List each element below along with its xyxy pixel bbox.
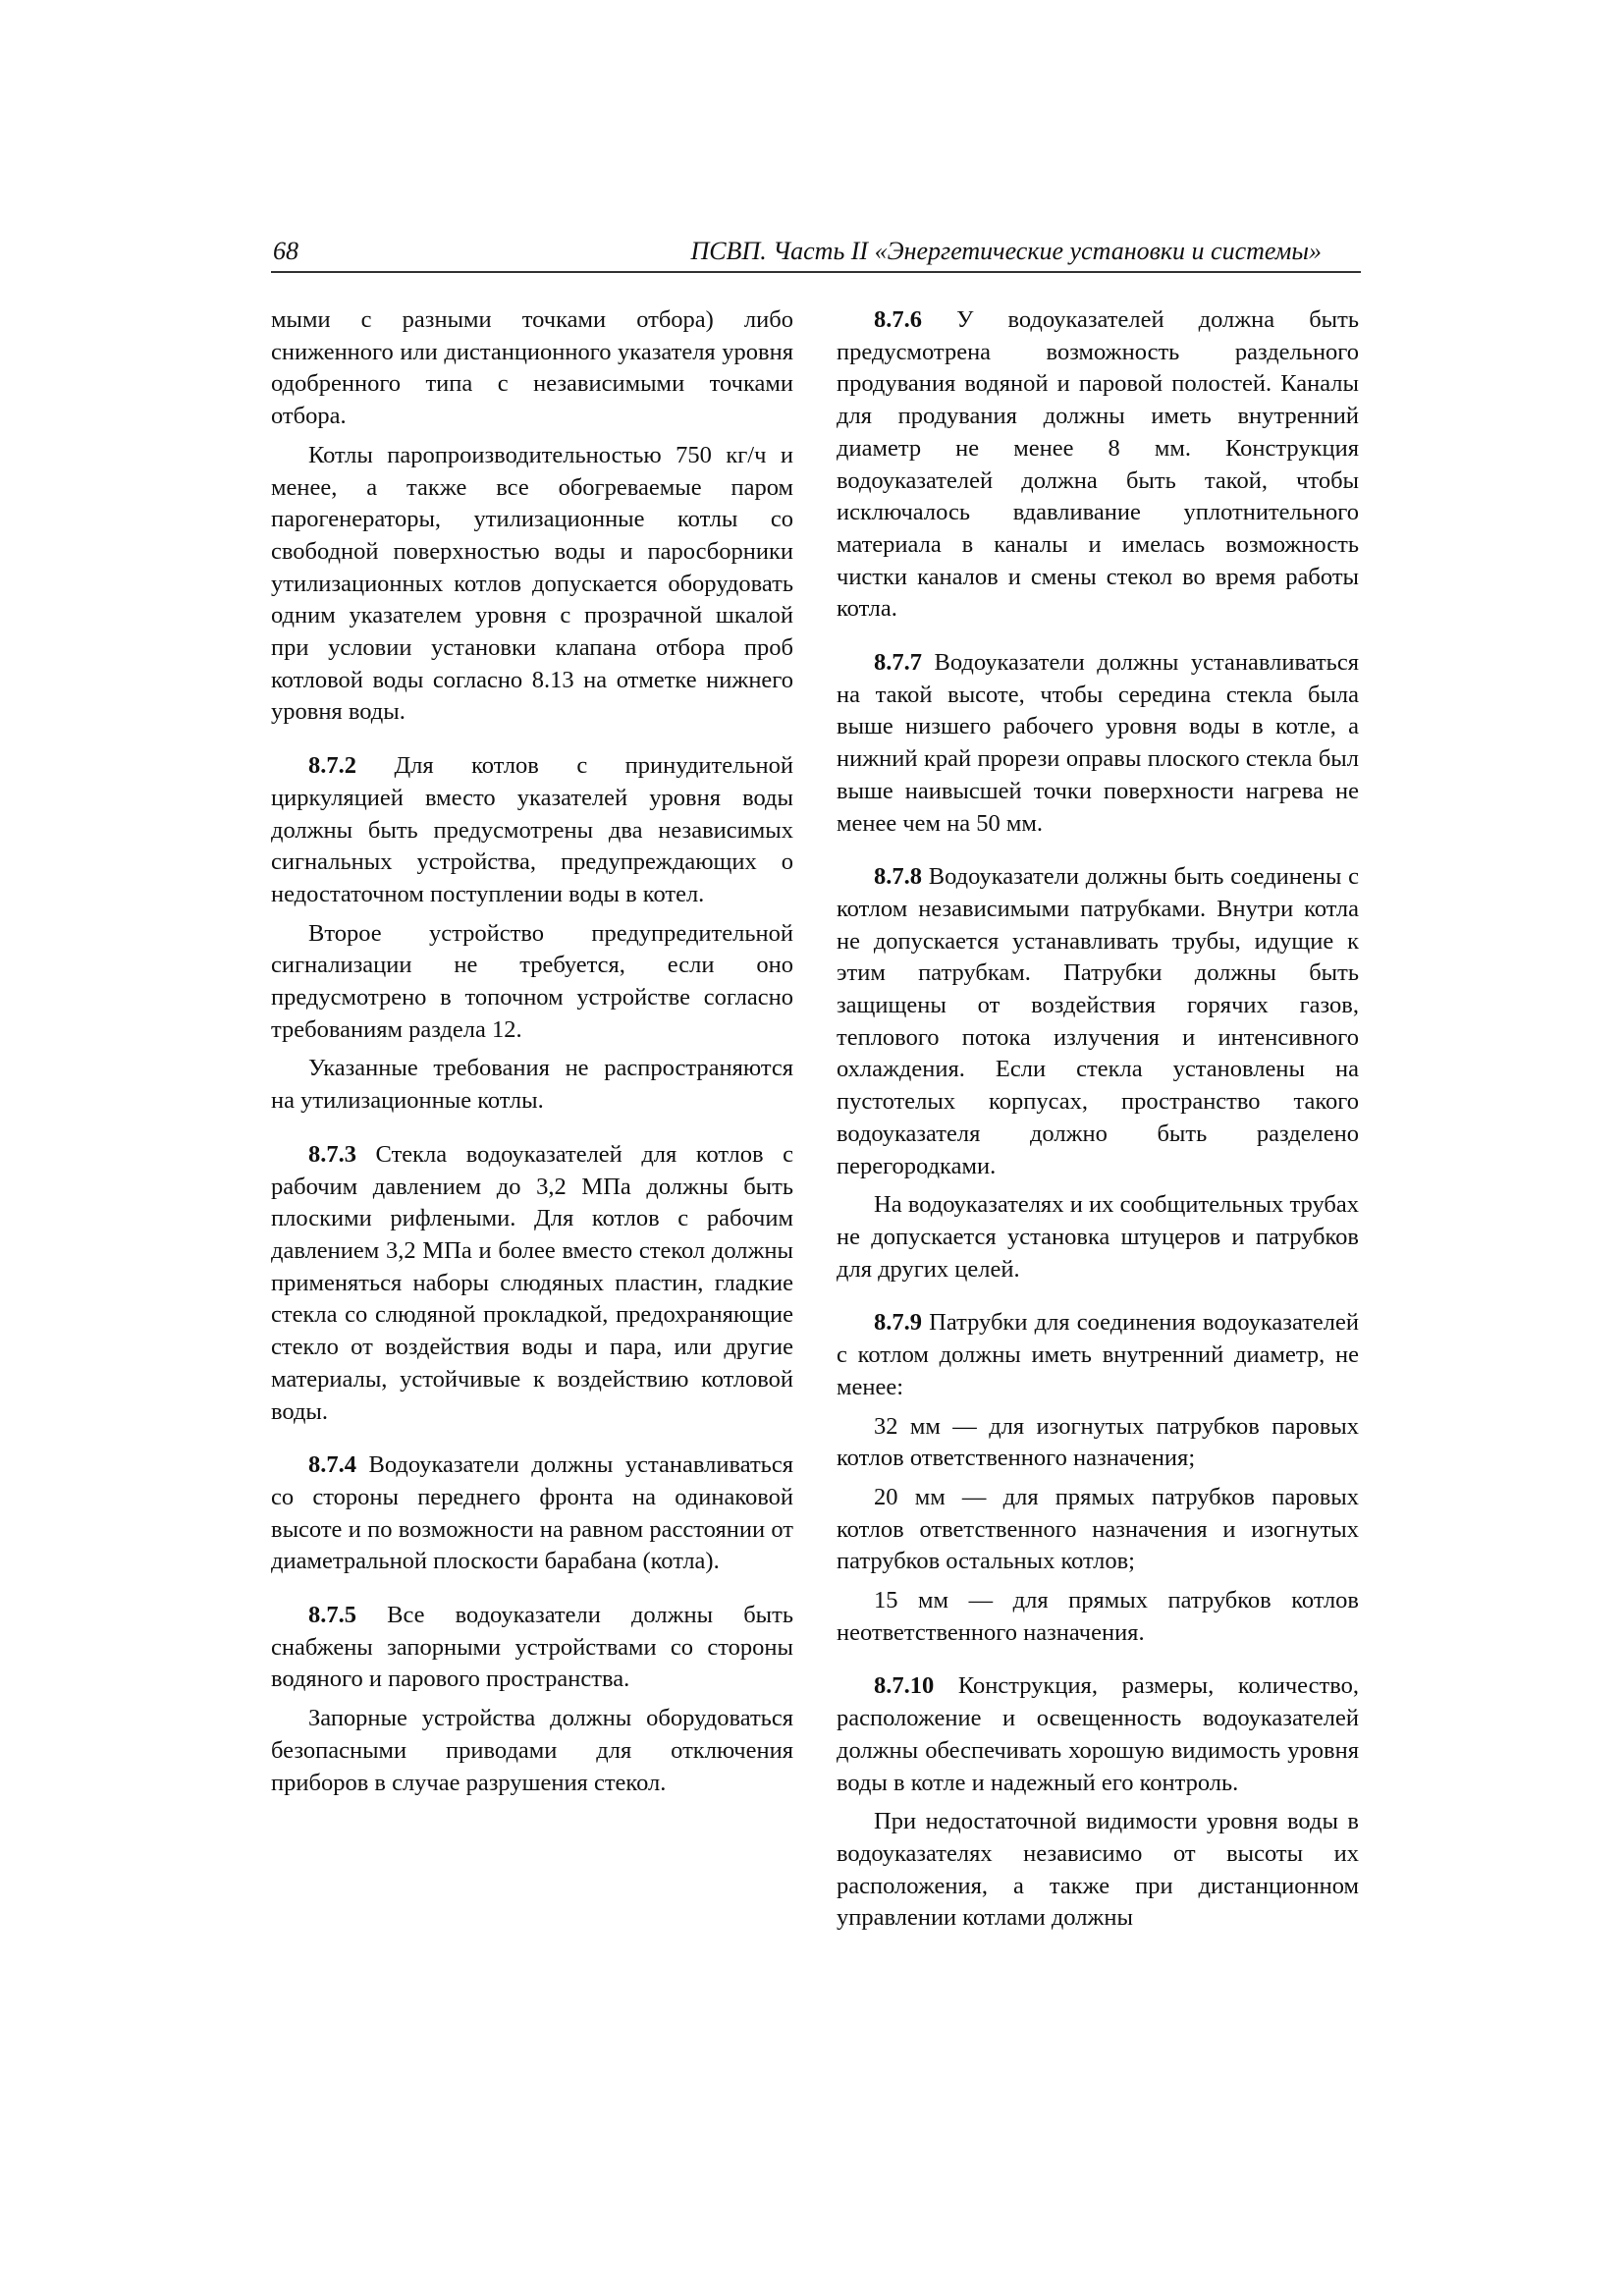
clause-paragraph <box>271 1600 793 1696</box>
paragraph-text: Запорные устройства должны оборудоваться безопасными приводами для отключения приборов в случае разрушения стекол. <box>271 1705 793 1796</box>
clause-paragraph <box>271 1139 793 1428</box>
clause-number: 8.7.10 <box>874 1672 935 1700</box>
paragraph-text: Котлы паропроизводительностью 750 кг/ч и менее, а также все обогреваемые паром парогенераторы, утилизационные котлы со свободной поверхностью воды и паросборники утилизационных котлов допускается оборудовать одним указателем уровня с прозрачной шкалой при условии установки клапана отбора проб котловой воды согласно 8.13 на отметке нижнего уровня воды. <box>271 441 793 726</box>
paragraph <box>271 304 793 433</box>
right-text-column <box>837 304 1359 1935</box>
paragraph-text: При недостаточной видимости уровня воды в водоуказателях независимо от высоты их расположения, а также при дистанционном управлении котлами должны <box>837 1808 1359 1932</box>
paragraph <box>837 1585 1359 1649</box>
clause-paragraph <box>837 861 1359 1182</box>
page-number: 68 <box>273 237 298 265</box>
clause-number: 8.7.6 <box>874 306 922 333</box>
paragraph <box>837 1411 1359 1475</box>
clause-number: 8.7.9 <box>874 1309 922 1337</box>
clause-paragraph <box>837 304 1359 626</box>
paragraph-text: Конструкция, размеры, количество, расположение и освещенность водоуказателей должны обеспечивать хорошую видимость уровня воды в котле и надежный его контроль. <box>837 1672 1359 1796</box>
paragraph-text: Водоуказатели должны устанавливаться на такой высоте, чтобы середина стекла была выше низшего рабочего уровня воды в котле, а нижний край прорези оправы плоского стекла был выше наивысшей точки поверхности нагрева не менее чем на 50 мм. <box>837 649 1359 837</box>
clause-number: 8.7.4 <box>308 1451 356 1479</box>
paragraph-text: Второе устройство предупредительной сигнализации не требуется, если оно предусмотрено в топочном устройстве согласно требованиям раздела 12. <box>271 919 793 1043</box>
paragraph-text: Указанные требования не распространяются на утилизационные котлы. <box>271 1055 793 1115</box>
clause-number: 8.7.3 <box>308 1140 356 1168</box>
clause-paragraph <box>837 1307 1359 1403</box>
paragraph-text: мыми с разными точками отбора) либо сниженного или дистанционного указателя уровня одобренного типа с независимыми точками отбора. <box>271 306 793 430</box>
paragraph-text: 32 мм — для изогнутых патрубков паровых котлов ответственного назначения; <box>837 1412 1359 1472</box>
paragraph <box>837 1806 1359 1935</box>
paragraph <box>271 1053 793 1117</box>
paragraph <box>837 1189 1359 1285</box>
paragraph-text: 15 мм — для прямых патрубков котлов неответственного назначения. <box>837 1587 1359 1646</box>
paragraph-text: Для котлов с принудительной циркуляцией вместо указателей уровня воды должны быть предусмотрены два независимых сигнальных устройства, предупреждающих о недостаточном поступлении воды в котел. <box>271 752 793 907</box>
paragraph-text: У водоуказателей должна быть предусмотрена возможность раздельного продувания водяной и паровой полостей. Каналы для продувания должны иметь внутренний диаметр не менее 8 мм. Конструкция водоуказателей должна быть такой, чтобы исключалось вдавливание уплотнительного материала в каналы и имелась возможность чистки каналов и смены стекол во время работы котла. <box>837 306 1360 623</box>
clause-number: 8.7.2 <box>308 752 356 780</box>
paragraph <box>271 1703 793 1799</box>
paragraph-text: Все водоуказатели должны быть снабжены запорными устройствами со стороны водяного и парового пространства. <box>271 1602 793 1693</box>
clause-number: 8.7.5 <box>308 1602 356 1629</box>
clause-paragraph <box>837 1670 1359 1799</box>
paragraph-text: 20 мм — для прямых патрубков паровых котлов ответственного назначения и изогнутых патрубков остальных котлов; <box>837 1483 1359 1575</box>
paragraph <box>271 440 793 729</box>
clause-paragraph <box>271 750 793 911</box>
running-title: ПСВП. Часть II «Энергетические установки и системы» <box>690 237 1322 265</box>
running-header <box>271 236 1361 273</box>
paragraph-text: Водоуказатели должны устанавливаться со стороны переднего фронта на одинаковой высоте и по возможности на равном расстоянии от диаметральной плоскости барабана (котла). <box>271 1451 793 1575</box>
paragraph <box>837 1482 1359 1578</box>
clause-paragraph <box>271 1449 793 1578</box>
clause-paragraph <box>837 647 1359 840</box>
clause-number: 8.7.8 <box>874 863 922 891</box>
paragraph <box>271 918 793 1047</box>
clause-number: 8.7.7 <box>874 649 922 677</box>
paragraph-text: На водоуказателях и их сообщительных трубах не допускается установка штуцеров и патрубков для других целей. <box>837 1191 1359 1283</box>
paragraph-text: Стекла водоуказателей для котлов с рабочим давлением до 3,2 МПа должны быть плоскими рифлеными. Для котлов с рабочим давлением 3,2 МПа и более вместо стекол должны применяться наборы слюдяных пластин, гладкие стекла со слюдяной прокладкой, предохраняющие стекло от воздействия воды и пара, или другие материалы, устойчивые к воздействию котловой воды. <box>271 1140 793 1425</box>
left-text-column <box>271 304 793 1799</box>
paragraph-text: Водоуказатели должны быть соединены с котлом независимыми патрубками. Внутри котла не допускается устанавливать трубы, идущие к этим патрубкам. Патрубки должны быть защищены от воздействия горячих газов, теплового потока излучения и интенсивного охлаждения. Если стекла установлены на пустотелых корпусах, пространство такого водоуказателя должно быть разделено перегородками. <box>837 863 1360 1179</box>
paragraph-text: Патрубки для соединения водоуказателей с котлом должны иметь внутренний диаметр, не менее: <box>837 1309 1360 1400</box>
